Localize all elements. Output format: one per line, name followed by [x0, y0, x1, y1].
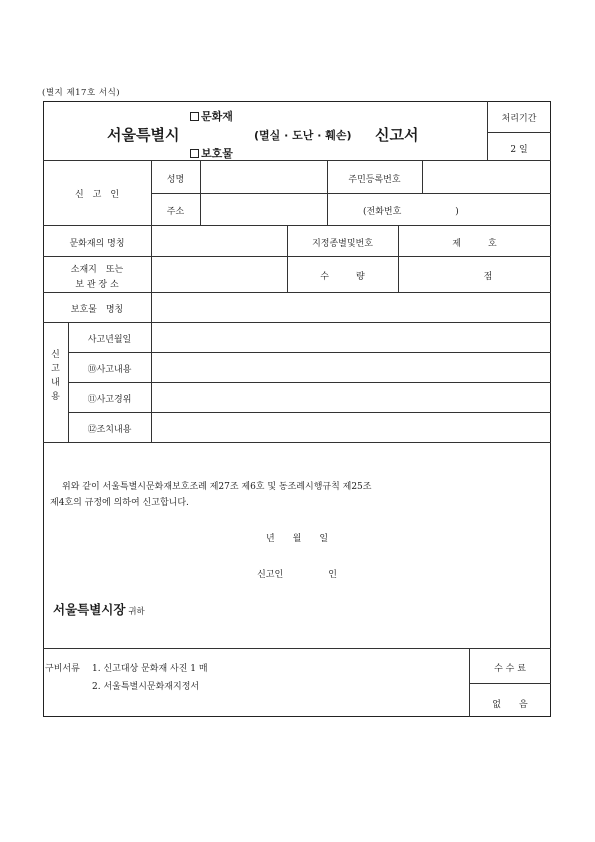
- incident-content-field[interactable]: [155, 356, 547, 380]
- asset-name-label: 문화재의 명칭: [69, 239, 125, 249]
- reporter-label: 신 고 인: [74, 190, 120, 200]
- rule-report-bottom: [43, 442, 551, 443]
- report-section-label: 신 고 내 용: [51, 350, 60, 402]
- fee-label: 수 수 료: [494, 664, 526, 674]
- rule-report-1: [68, 352, 551, 353]
- designation-value[interactable]: 제 호: [452, 239, 497, 249]
- quantity-label: 수 량: [320, 272, 365, 282]
- rule-rrn-value-col: [422, 160, 423, 193]
- required-document-2: 2. 서울특별시문화재지정서: [92, 682, 200, 692]
- rrn-label: 주민등록번호: [348, 175, 401, 185]
- rule-processing: [487, 132, 551, 133]
- required-documents-label: 구비서류: [45, 664, 80, 674]
- checkbox-icon[interactable]: [190, 112, 199, 121]
- addressee: [53, 600, 145, 618]
- asset-name-field[interactable]: [155, 229, 283, 253]
- address-label: 주소: [166, 207, 185, 217]
- rule-rrn-col: [327, 160, 328, 225]
- rule-report-3: [68, 412, 551, 413]
- rule-field-col: [200, 160, 201, 225]
- date-line[interactable]: 년 월 일: [265, 534, 329, 544]
- rule-report-2: [68, 382, 551, 383]
- title-right: 신고서: [375, 126, 419, 144]
- rule-name-bottom: [43, 256, 551, 257]
- designation-label: 지정종별및번호: [312, 239, 373, 249]
- addressee-honorific: 귀하: [128, 607, 145, 617]
- rule-fee: [469, 683, 551, 684]
- protect-name-field[interactable]: [155, 296, 547, 320]
- location-label-line-1: 소재지 또는: [70, 265, 124, 275]
- required-document-1: 1. 신고대상 문화재 사진 1 매: [92, 664, 208, 674]
- addressee-name: 서울특별시장: [53, 602, 126, 617]
- location-label-line-2: 보 관 장 소: [75, 280, 119, 290]
- incident-circumstance-field[interactable]: [155, 386, 547, 410]
- rule-reporter-bottom: [43, 225, 551, 226]
- address-field[interactable]: [204, 197, 323, 223]
- statement-line-1: 위와 같이 서울특별시문화재보호조례 제27조 제6호 및 동조례시행규칙 제25조: [62, 482, 372, 492]
- incident-date-field[interactable]: [155, 326, 547, 350]
- rule-report-label-col: [151, 322, 152, 442]
- form-number-caption: (별지 제17호 서식): [42, 88, 121, 98]
- checkbox-cultural-asset[interactable]: 문화재: [190, 108, 233, 124]
- signer-line[interactable]: 신고인 인: [257, 570, 337, 580]
- title-left: 서울특별시: [107, 126, 180, 144]
- rule-header-bottom: [43, 160, 551, 161]
- location-field[interactable]: [155, 260, 283, 288]
- action-taken-label: ⑫조치내용: [87, 425, 132, 435]
- rrn-field[interactable]: [426, 165, 547, 191]
- processing-period-value: 2 일: [510, 145, 528, 155]
- incident-circumstance-label: ⑪사고경위: [87, 395, 132, 405]
- protect-name-label: 보호물 명칭: [70, 305, 124, 315]
- quantity-unit[interactable]: 점: [483, 272, 493, 282]
- checkbox-icon[interactable]: [190, 149, 199, 158]
- rule-protect-bottom: [43, 322, 551, 323]
- processing-period-label: 처리기간: [501, 114, 537, 124]
- phone-label: (전화번호 ): [363, 207, 459, 217]
- action-taken-field[interactable]: [155, 416, 547, 440]
- rule-statement-bottom: [43, 648, 551, 649]
- name-label: 성명: [166, 175, 185, 185]
- fee-value: 없 음: [492, 700, 528, 710]
- incident-content-label: ⑩사고내용: [87, 365, 132, 375]
- statement-line-2: 제4호의 규정에 의하여 신고합니다.: [50, 498, 189, 508]
- name-field[interactable]: [204, 165, 323, 191]
- rule-location-bottom: [43, 292, 551, 293]
- incident-date-label: 사고년월일: [87, 335, 132, 345]
- rule-reporter-mid: [151, 193, 551, 194]
- title-incident-types: (멸실 · 도난 · 훼손): [254, 129, 352, 142]
- checkbox-protective-object[interactable]: 보호물: [190, 145, 233, 161]
